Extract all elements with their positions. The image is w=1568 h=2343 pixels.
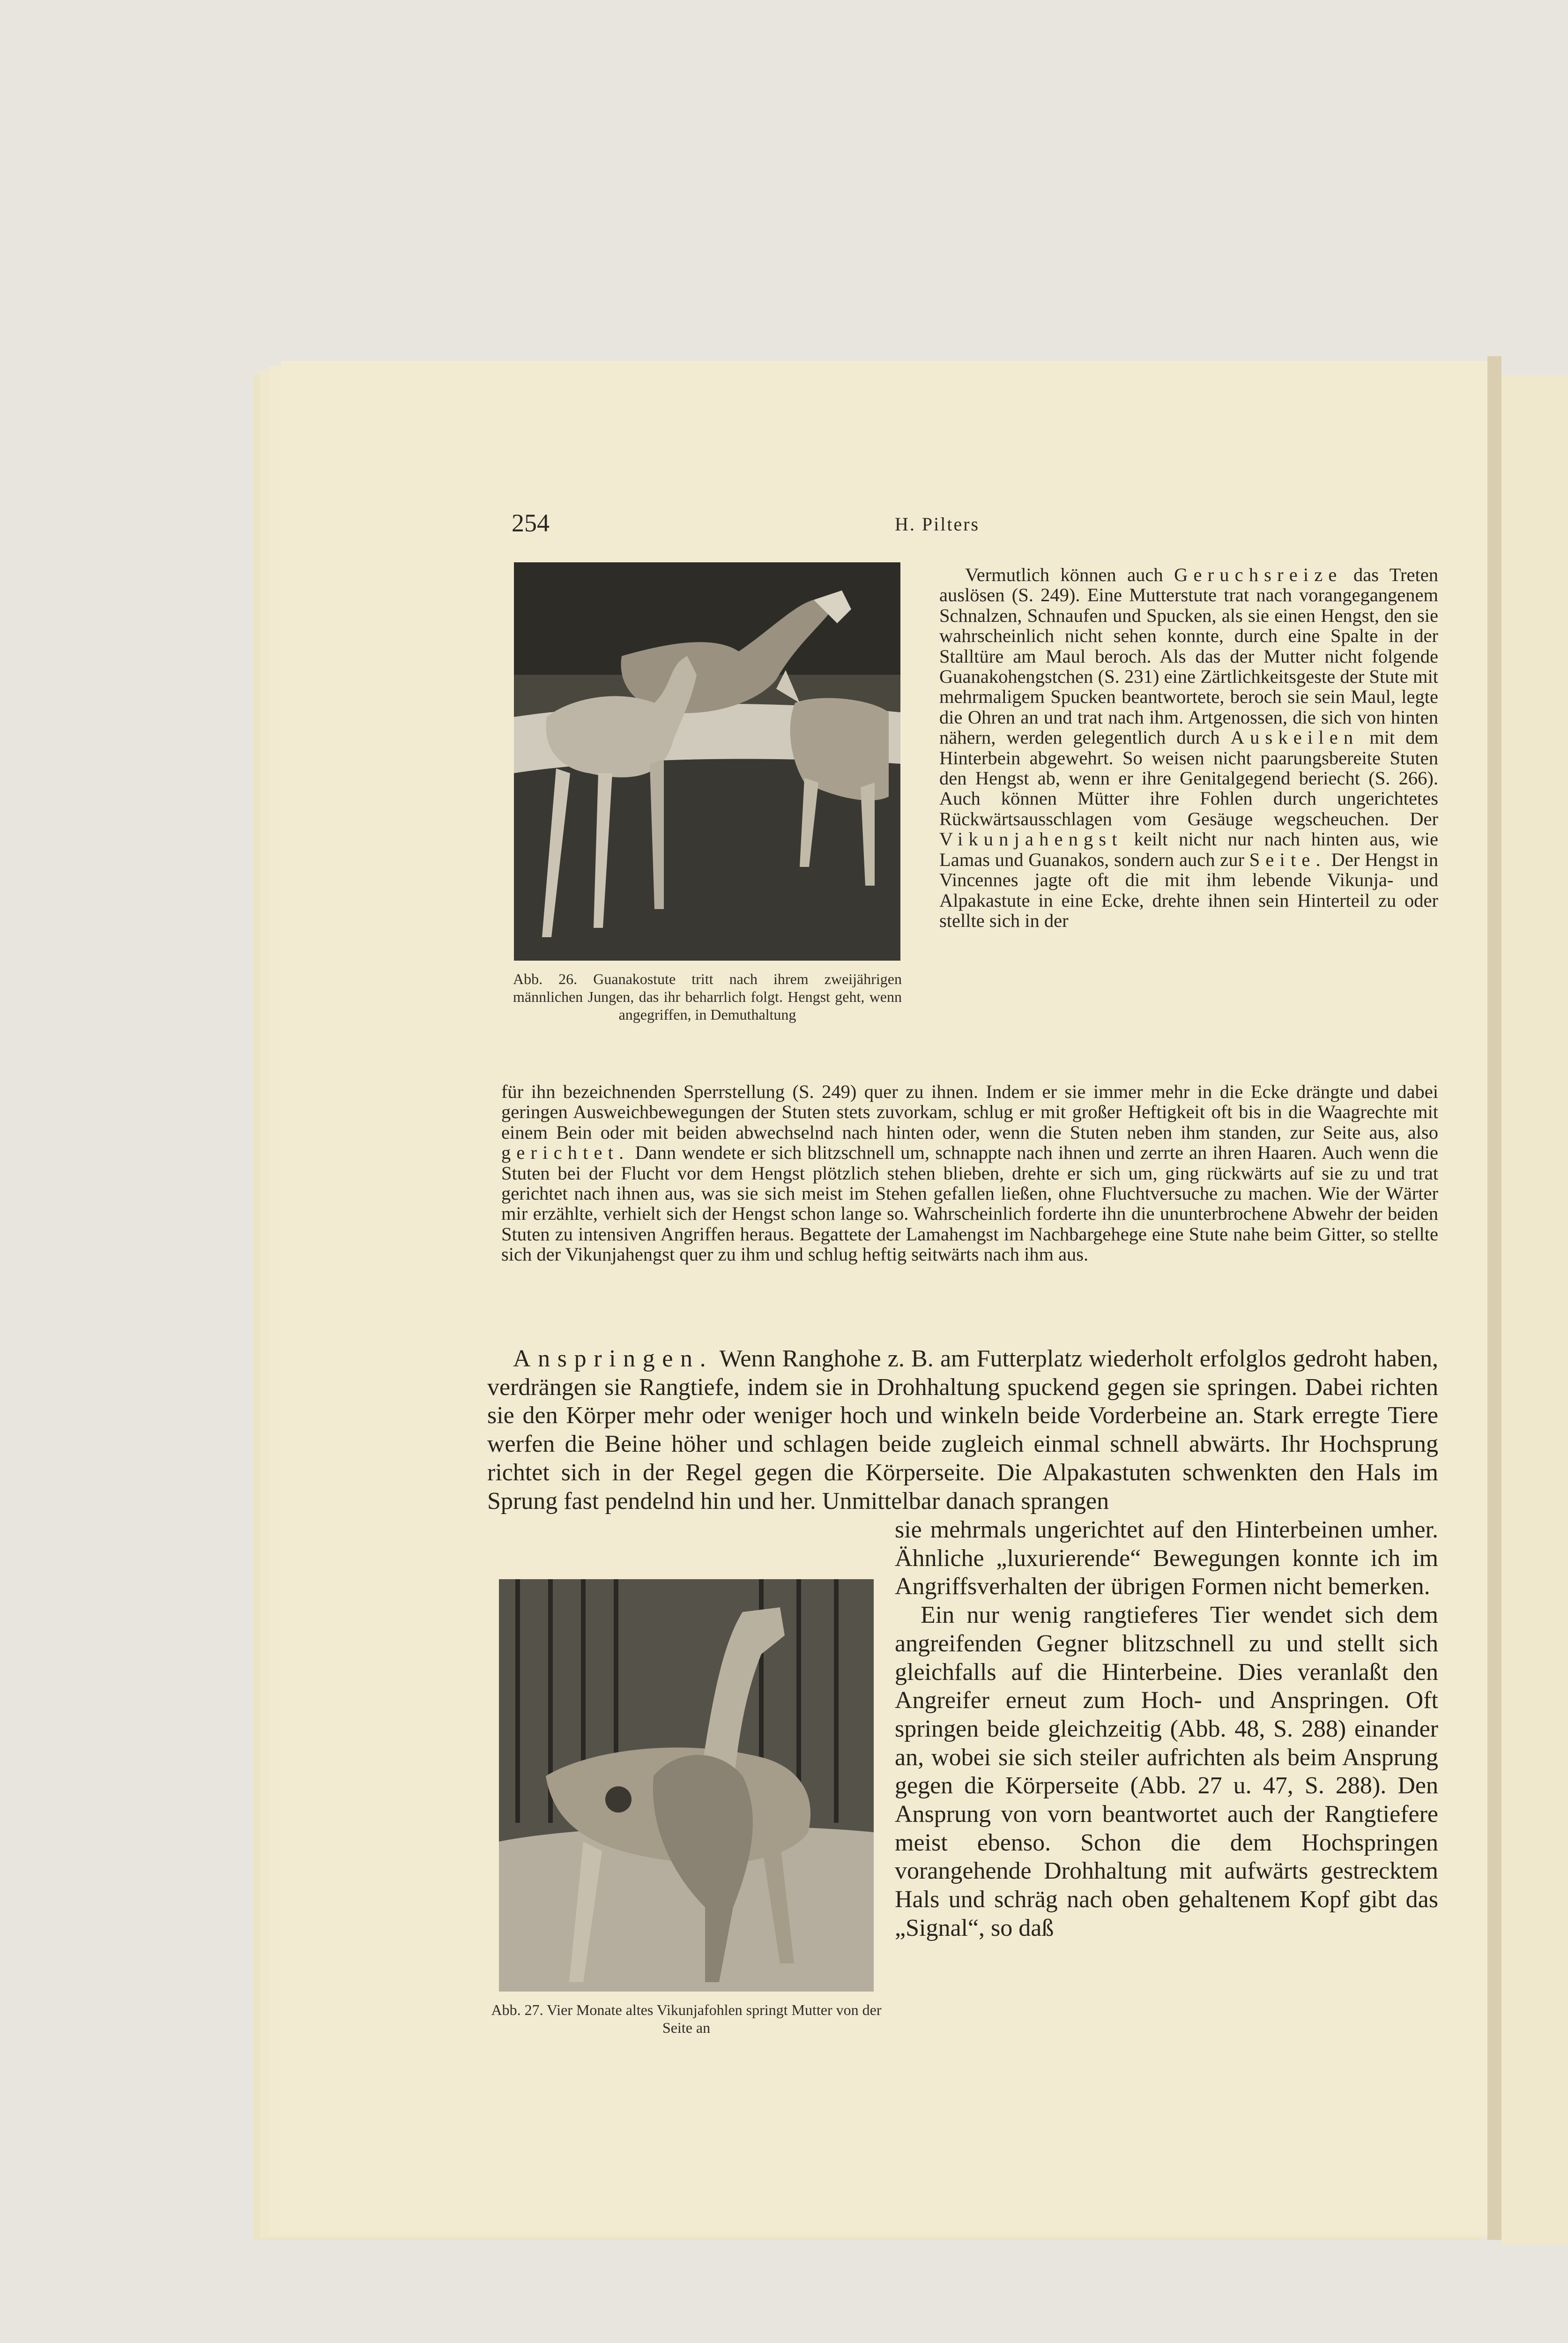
photo-guanaco-mare-kicking <box>514 562 900 961</box>
running-title: H. Pilters <box>895 514 980 535</box>
page-number: 254 <box>512 509 550 537</box>
text-block-small <box>501 1082 1438 1265</box>
text-column-lower <box>895 1516 1438 1943</box>
figure-caption: Abb. 26. Guanakostute tritt nach ihrem zweijährigen männlichen Jungen, das ihr beharrlich folgt. Hengst geht, wenn angegriffen, in Demuthaltung <box>513 970 902 1023</box>
paragraph <box>939 565 1438 931</box>
text-run: Der Hengst in Vincennes jagte oft die mit ihm lebende Vikunja- und Alpakastute in eine Ecke, drehte ihnen sein Hinterteil zu oder stellte sich in der <box>939 849 1439 931</box>
photo-figure-26 <box>514 562 900 961</box>
text-run: Vermutlich können auch <box>965 564 1163 585</box>
paragraph: sie mehrmals ungerichtet auf den Hinterbeinen umher. Ähnliche „luxurierende“ Bewegungen konnte ich im Angriffsverhalten der übrigen Formen nicht bemerken. <box>895 1516 1438 1600</box>
text-block-large <box>487 1345 1438 1515</box>
spaced-keyword: gerichtet. <box>501 1142 630 1164</box>
spaced-keyword: Auskeilen <box>1230 727 1359 748</box>
facing-page-edge <box>1501 375 1568 2245</box>
paragraph <box>501 1082 1438 1265</box>
text-run: für ihn bezeichnenden Sperrstellung (S. 249) quer zu ihnen. Indem er sie immer mehr in die Ecke drängte und dabei geringen Ausweichbewegungen der Stuten stets zuvorkam, schlug er mit großer Heftigkeit oft bis in die Waagrechte mit einem Bein oder mit beiden abwechselnd nach hinten oder, wenn die Stuten neben ihm standen, zur Seite aus, also <box>501 1081 1438 1143</box>
spaced-keyword: Vikunjahengst <box>939 828 1123 850</box>
paragraph <box>487 1345 1438 1515</box>
paragraph: Ein nur wenig rangtieferes Tier wendet sich dem angreifenden Gegner blitzschnell zu und stellt sich gleichfalls auf die Hinterbeine. Dies veranlaßt den Angreifer erneut zum Hoch- und Anspringen. Oft springen beide gleichzeitig (Abb. 48, S. 288) einander an, wobei sie sich steiler aufrichten als beim Ansprung gegen die Körperseite (Abb. 27 u. 47, S. 288). Den Ansprung von vorn beantwortet auch der Rangtiefere meist ebenso. Schon die dem Hochspringen vorangehende Drohhaltung mit aufwärts gestrecktem Hals und schräg nach oben gehaltenem Kopf gibt das „Signal“, so daß <box>895 1602 1438 1941</box>
photo-vicuna-foal-jumping <box>499 1579 874 1992</box>
book-page <box>281 361 1490 2235</box>
spaced-keyword: Seite. <box>1249 849 1326 870</box>
photo-figure-27 <box>499 1579 874 1992</box>
text-run: das Treten auslösen (S. 249). Eine Mutterstute trat nach vorangegangenem Schnalzen, Schnaufen und Spucken, als sie einen Hengst, den sie wahrscheinlich nicht sehen konnte, durch eine Spalte in der Stalltüre am Maul beroch. Als das der Mutter nicht folgende Guanakohengstchen (S. 231) eine Zärtlichkeitsgeste der Stute mit mehrmaligem Spucken beantwortete, beroch sie sein Maul, legte die Ohren an und trat nach ihm. Artgenossen, die sich von hinten nähern, werden gelegentlich durch <box>939 564 1438 748</box>
text-run: Wenn Ranghohe z. B. am Futterplatz wiederholt erfolglos gedroht haben, verdrängen sie Rangtiefe, indem sie in Drohhaltung spuckend gegen sie springen. Dabei richten sie den Körper mehr oder weniger hoch und winkeln beide Vorderbeine an. Stark erregte Tiere werfen die Beine höher und schlagen beide zugleich einmal schnell abwärts. Ihr Hochsprung richtet sich in der Regel gegen die Körperseite. Die Alpakastuten schwenkten den Hals im Sprung fast pendelnd hin und her. Unmittelbar danach sprangen <box>487 1345 1439 1515</box>
figure-caption: Abb. 27. Vier Monate altes Vikunjafohlen springt Mutter von der Seite an <box>491 2001 882 2036</box>
text-column-upper <box>939 565 1438 931</box>
text-run: keilt nicht nur nach hinten aus, wie Lamas und Guanakos, sondern auch zur <box>939 828 1438 870</box>
section-heading: Anspringen. <box>513 1345 713 1372</box>
book-gutter <box>1487 356 1501 2240</box>
text-run: Dann wendete er sich blitzschnell um, schnappte nach ihnen und zerrte an ihren Haaren. Auch wenn die Stuten bei der Flucht vor dem Hengst plötzlich stehen blieben, drehte er sich um, ging rückwärts auf sie zu und trat gerichtet nach ihnen aus, was sie sich meist im Stehen gefallen ließen, ohne Fluchtversuche zu machen. Wie der Wärter mir erzählte, verhielt sich der Hengst schon lange so. Wahrscheinlich forderte ihn die ununterbrochene Abwehr der beiden Stuten zu intensiven Angriffen heraus. Begattete der Lamahengst im Nachbargehege eine Stute nahe beim Gitter, so stellte sich der Vikunjahengst quer zu ihm und schlug heftig seitwärts nach ihm aus. <box>501 1142 1439 1265</box>
spaced-keyword: Geruchsreize <box>1174 564 1343 585</box>
text-run: mit dem Hinterbein abgewehrt. So weisen nicht paarungsbereite Stuten den Hengst ab, wenn er ihre Genitalgegend beriecht (S. 266). Auch können Mütter ihre Fohlen durch ungerichtetes Rückwärtsausschlagen vom Gesäuge wegscheuchen. Der <box>939 727 1439 829</box>
